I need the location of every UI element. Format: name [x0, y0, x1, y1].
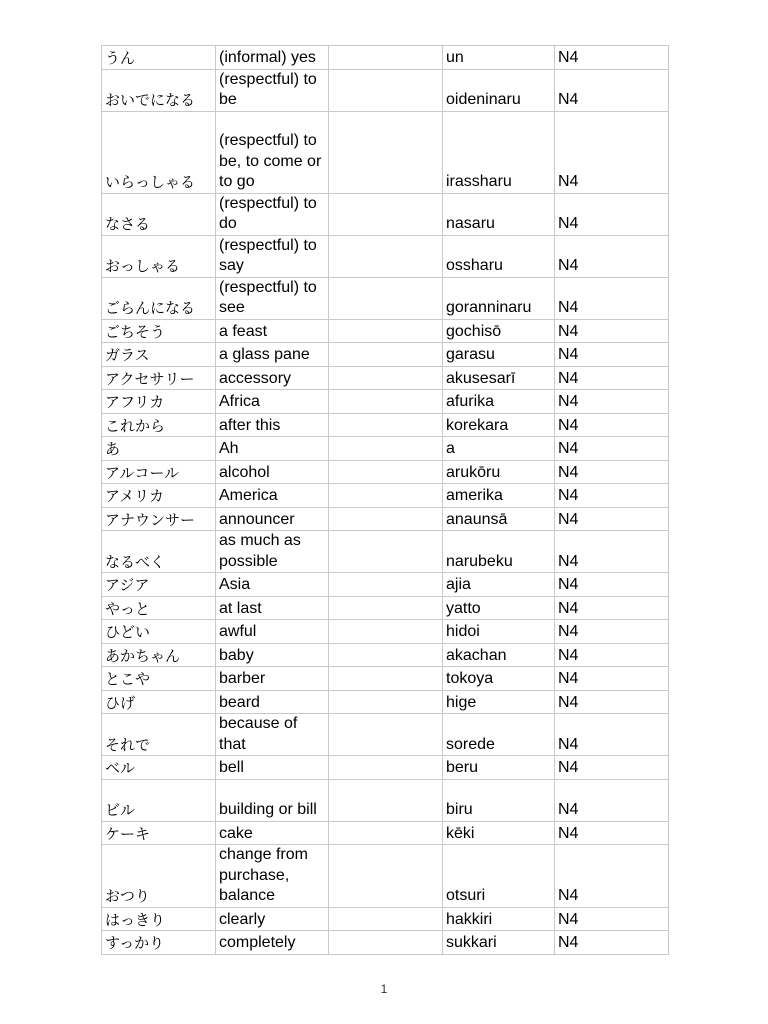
vocab-row: [102, 343, 669, 367]
romaji-cell: goranninaru: [443, 277, 555, 319]
empty-cell: [329, 343, 443, 367]
japanese-cell: はっきり: [102, 907, 216, 931]
empty-cell: [329, 366, 443, 390]
level-cell: N4: [555, 277, 669, 319]
vocab-row: [102, 907, 669, 931]
vocab-row: [102, 235, 669, 277]
empty-cell: [329, 111, 443, 193]
vocab-row: [102, 667, 669, 691]
vocab-row: [102, 390, 669, 414]
level-cell: N4: [555, 596, 669, 620]
level-cell: N4: [555, 821, 669, 845]
level-cell: N4: [555, 46, 669, 70]
empty-cell: [329, 413, 443, 437]
vocabulary-table-body: [102, 46, 669, 955]
english-cell: Ah: [216, 437, 329, 461]
english-cell: (respectful) to do: [216, 193, 329, 235]
japanese-cell: いらっしゃる: [102, 111, 216, 193]
english-cell: completely: [216, 931, 329, 955]
japanese-cell: おつり: [102, 845, 216, 908]
english-cell: cake: [216, 821, 329, 845]
level-cell: N4: [555, 690, 669, 714]
romaji-cell: ossharu: [443, 235, 555, 277]
level-cell: N4: [555, 620, 669, 644]
level-cell: N4: [555, 413, 669, 437]
vocab-row: [102, 931, 669, 955]
japanese-cell: うん: [102, 46, 216, 70]
level-cell: N4: [555, 460, 669, 484]
japanese-cell: アクセサリー: [102, 366, 216, 390]
level-cell: N4: [555, 319, 669, 343]
english-cell: a feast: [216, 319, 329, 343]
english-cell: announcer: [216, 507, 329, 531]
level-cell: N4: [555, 714, 669, 756]
english-cell: after this: [216, 413, 329, 437]
vocab-row: [102, 573, 669, 597]
romaji-cell: garasu: [443, 343, 555, 367]
english-cell: (informal) yes: [216, 46, 329, 70]
romaji-cell: kēki: [443, 821, 555, 845]
japanese-cell: アナウンサー: [102, 507, 216, 531]
romaji-cell: sorede: [443, 714, 555, 756]
empty-cell: [329, 235, 443, 277]
romaji-cell: arukōru: [443, 460, 555, 484]
vocab-row: [102, 460, 669, 484]
level-cell: N4: [555, 573, 669, 597]
vocab-row: [102, 596, 669, 620]
level-cell: N4: [555, 907, 669, 931]
romaji-cell: ajia: [443, 573, 555, 597]
vocab-row: [102, 319, 669, 343]
level-cell: N4: [555, 69, 669, 111]
japanese-cell: やっと: [102, 596, 216, 620]
level-cell: N4: [555, 507, 669, 531]
empty-cell: [329, 845, 443, 908]
vocab-row: [102, 690, 669, 714]
level-cell: N4: [555, 111, 669, 193]
empty-cell: [329, 931, 443, 955]
vocab-row: [102, 779, 669, 821]
level-cell: N4: [555, 390, 669, 414]
vocab-row: [102, 277, 669, 319]
romaji-cell: hige: [443, 690, 555, 714]
romaji-cell: un: [443, 46, 555, 70]
empty-cell: [329, 277, 443, 319]
vocab-row: [102, 193, 669, 235]
romaji-cell: korekara: [443, 413, 555, 437]
vocab-row: [102, 69, 669, 111]
romaji-cell: anaunsā: [443, 507, 555, 531]
vocab-row: [102, 845, 669, 908]
level-cell: N4: [555, 343, 669, 367]
level-cell: N4: [555, 366, 669, 390]
vocab-row: [102, 484, 669, 508]
romaji-cell: sukkari: [443, 931, 555, 955]
english-cell: as much as possible: [216, 531, 329, 573]
english-cell: America: [216, 484, 329, 508]
empty-cell: [329, 620, 443, 644]
level-cell: N4: [555, 667, 669, 691]
level-cell: N4: [555, 845, 669, 908]
vocab-row: [102, 413, 669, 437]
vocab-row: [102, 366, 669, 390]
romaji-cell: narubeku: [443, 531, 555, 573]
english-cell: Asia: [216, 573, 329, 597]
romaji-cell: gochisō: [443, 319, 555, 343]
empty-cell: [329, 193, 443, 235]
vocab-row: [102, 437, 669, 461]
japanese-cell: ごちそう: [102, 319, 216, 343]
japanese-cell: それで: [102, 714, 216, 756]
english-cell: clearly: [216, 907, 329, 931]
japanese-cell: アフリカ: [102, 390, 216, 414]
romaji-cell: afurika: [443, 390, 555, 414]
empty-cell: [329, 667, 443, 691]
english-cell: accessory: [216, 366, 329, 390]
japanese-cell: とこや: [102, 667, 216, 691]
empty-cell: [329, 507, 443, 531]
japanese-cell: ケーキ: [102, 821, 216, 845]
romaji-cell: tokoya: [443, 667, 555, 691]
english-cell: building or bill: [216, 779, 329, 821]
vocab-row: [102, 111, 669, 193]
romaji-cell: nasaru: [443, 193, 555, 235]
vocab-row: [102, 821, 669, 845]
vocab-row: [102, 507, 669, 531]
romaji-cell: a: [443, 437, 555, 461]
romaji-cell: oideninaru: [443, 69, 555, 111]
empty-cell: [329, 643, 443, 667]
japanese-cell: すっかり: [102, 931, 216, 955]
english-cell: awful: [216, 620, 329, 644]
romaji-cell: amerika: [443, 484, 555, 508]
romaji-cell: hidoi: [443, 620, 555, 644]
japanese-cell: アジア: [102, 573, 216, 597]
english-cell: Africa: [216, 390, 329, 414]
english-cell: baby: [216, 643, 329, 667]
empty-cell: [329, 779, 443, 821]
empty-cell: [329, 437, 443, 461]
japanese-cell: あかちゃん: [102, 643, 216, 667]
empty-cell: [329, 319, 443, 343]
english-cell: (respectful) to be: [216, 69, 329, 111]
japanese-cell: アルコール: [102, 460, 216, 484]
japanese-cell: なさる: [102, 193, 216, 235]
vocabulary-table: [101, 45, 669, 955]
japanese-cell: おっしゃる: [102, 235, 216, 277]
english-cell: change from purchase, balance: [216, 845, 329, 908]
romaji-cell: otsuri: [443, 845, 555, 908]
japanese-cell: ガラス: [102, 343, 216, 367]
romaji-cell: akachan: [443, 643, 555, 667]
english-cell: barber: [216, 667, 329, 691]
japanese-cell: アメリカ: [102, 484, 216, 508]
romaji-cell: akusesarī: [443, 366, 555, 390]
english-cell: (respectful) to see: [216, 277, 329, 319]
empty-cell: [329, 46, 443, 70]
romaji-cell: beru: [443, 756, 555, 780]
japanese-cell: おいでになる: [102, 69, 216, 111]
english-cell: (respectful) to be, to come or to go: [216, 111, 329, 193]
english-cell: (respectful) to say: [216, 235, 329, 277]
empty-cell: [329, 484, 443, 508]
level-cell: N4: [555, 643, 669, 667]
level-cell: N4: [555, 484, 669, 508]
empty-cell: [329, 907, 443, 931]
empty-cell: [329, 531, 443, 573]
empty-cell: [329, 596, 443, 620]
empty-cell: [329, 390, 443, 414]
vocab-row: [102, 714, 669, 756]
romaji-cell: irassharu: [443, 111, 555, 193]
level-cell: N4: [555, 437, 669, 461]
level-cell: N4: [555, 235, 669, 277]
vocab-row: [102, 620, 669, 644]
japanese-cell: ひげ: [102, 690, 216, 714]
level-cell: N4: [555, 531, 669, 573]
japanese-cell: ひどい: [102, 620, 216, 644]
english-cell: bell: [216, 756, 329, 780]
vocab-row: [102, 756, 669, 780]
vocab-row: [102, 643, 669, 667]
empty-cell: [329, 714, 443, 756]
romaji-cell: biru: [443, 779, 555, 821]
level-cell: N4: [555, 931, 669, 955]
empty-cell: [329, 821, 443, 845]
english-cell: a glass pane: [216, 343, 329, 367]
romaji-cell: yatto: [443, 596, 555, 620]
romaji-cell: hakkiri: [443, 907, 555, 931]
japanese-cell: なるべく: [102, 531, 216, 573]
empty-cell: [329, 690, 443, 714]
japanese-cell: これから: [102, 413, 216, 437]
level-cell: N4: [555, 756, 669, 780]
vocab-row: [102, 46, 669, 70]
japanese-cell: ベル: [102, 756, 216, 780]
english-cell: because of that: [216, 714, 329, 756]
english-cell: at last: [216, 596, 329, 620]
empty-cell: [329, 460, 443, 484]
empty-cell: [329, 69, 443, 111]
empty-cell: [329, 573, 443, 597]
level-cell: N4: [555, 779, 669, 821]
level-cell: N4: [555, 193, 669, 235]
japanese-cell: あ: [102, 437, 216, 461]
english-cell: beard: [216, 690, 329, 714]
vocab-row: [102, 531, 669, 573]
japanese-cell: ビル: [102, 779, 216, 821]
english-cell: alcohol: [216, 460, 329, 484]
japanese-cell: ごらんになる: [102, 277, 216, 319]
page-number: 1: [380, 982, 388, 996]
empty-cell: [329, 756, 443, 780]
